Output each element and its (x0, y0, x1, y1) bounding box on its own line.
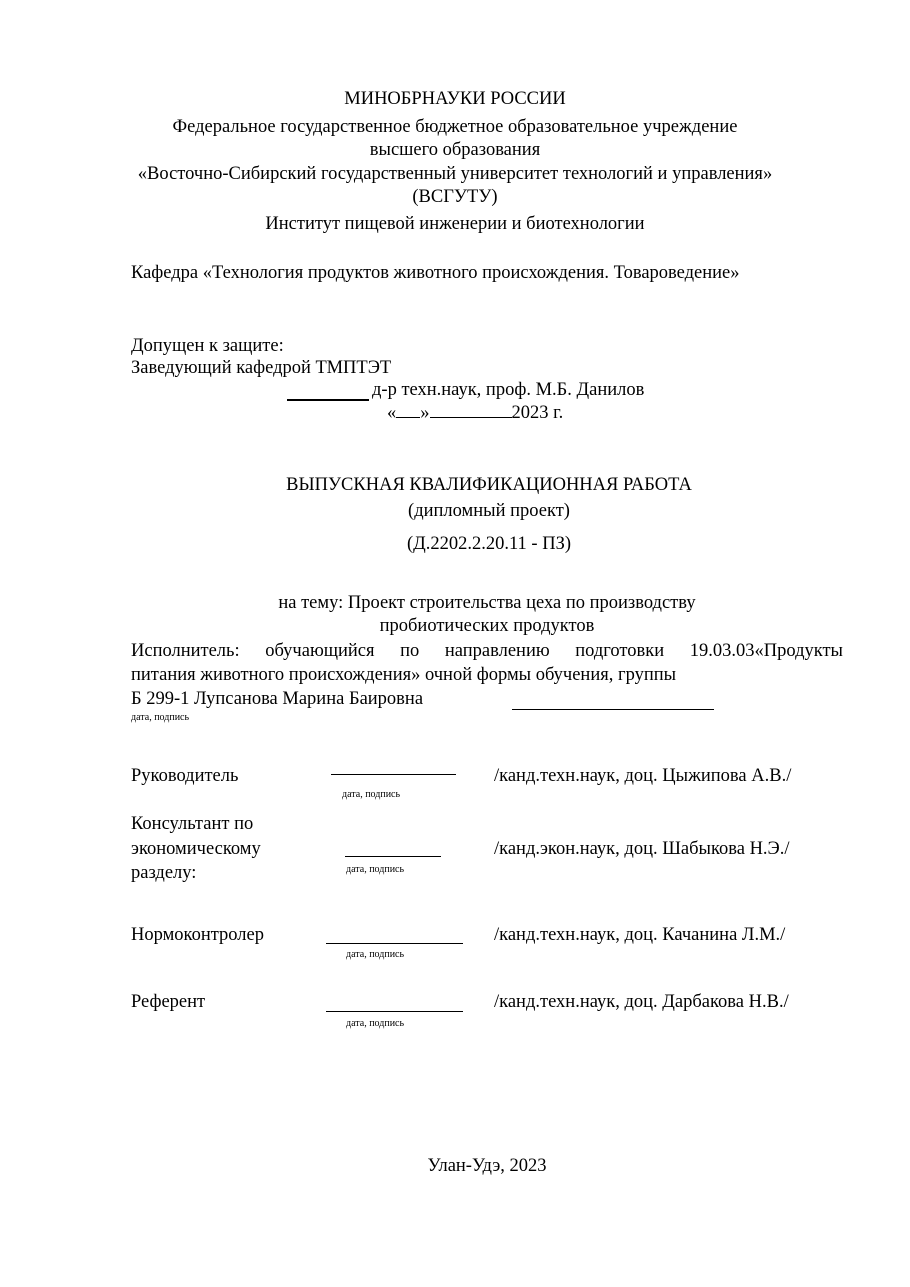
date-day-blank (396, 401, 420, 418)
university-abbreviation: (ВСГУТУ) (412, 187, 498, 207)
referent-role: Референт (131, 992, 206, 1012)
executor-line-3: Б 299-1 Лупсанова Марина Баировна (131, 689, 424, 709)
supervisor-signature-caption: дата, подпись (342, 789, 401, 800)
executor-signature-caption: дата, подпись (131, 712, 190, 723)
date-year: 2023 г. (511, 403, 564, 423)
normcontroller-name: /канд.техн.наук, доц. Качанина Л.М./ (494, 925, 786, 945)
consultant-role-line-3: разделу: (131, 863, 197, 883)
topic-line-2: пробиотических продуктов (379, 616, 595, 636)
date-quote-close: » (420, 403, 430, 423)
city-and-year: Улан-Удэ, 2023 (427, 1156, 547, 1176)
date-month-blank (430, 401, 512, 418)
referent-signature-caption: дата, подпись (346, 1018, 405, 1029)
normcontroller-signature-caption: дата, подпись (346, 949, 405, 960)
supervisor-name: /канд.техн.наук, доц. Цыжипова А.В./ (494, 766, 792, 786)
executor-line-2: питания животного происхождения» очной формы обучения, группы (131, 665, 677, 685)
head-of-department-title: Заведующий кафедрой ТМПТЭТ (131, 358, 392, 378)
executor-line-1: Исполнитель: обучающийся по направлению подготовки 19.03.03«Продукты (131, 641, 843, 661)
normcontroller-signature-line (326, 943, 463, 944)
consultant-role-line-1: Консультант по (131, 814, 254, 834)
work-title: ВЫПУСКНАЯ КВАЛИФИКАЦИОННАЯ РАБОТА (286, 475, 692, 495)
work-code: (Д.2202.2.20.11 - ПЗ) (406, 534, 572, 554)
consultant-role-line-2: экономическому (131, 839, 261, 859)
work-subtitle: (дипломный проект) (408, 501, 570, 521)
consultant-signature-caption: дата, подпись (346, 864, 405, 875)
head-of-department-name: д-р техн.наук, проф. М.Б. Данилов (372, 380, 645, 400)
topic-line-1: на тему: Проект строительства цеха по производству (278, 593, 696, 613)
department-name: Кафедра «Технология продуктов животного происхождения. Товароведение» (131, 263, 740, 283)
date-quote-open: « (387, 403, 397, 423)
normcontroller-role: Нормоконтролер (131, 925, 264, 945)
head-signature-line (287, 399, 369, 401)
referent-name: /канд.техн.наук, доц. Дарбакова Н.В./ (494, 992, 789, 1012)
organization-line-2: высшего образования (369, 140, 541, 160)
ministry-name: МИНОБРНАУКИ РОССИИ (344, 89, 566, 109)
consultant-name: /канд.экон.наук, доц. Шабыкова Н.Э./ (494, 839, 790, 859)
supervisor-signature-line (331, 774, 456, 775)
referent-signature-line (326, 1011, 463, 1012)
organization-line-1: Федеральное государственное бюджетное образовательное учреждение (172, 117, 738, 137)
supervisor-role: Руководитель (131, 766, 239, 786)
approval-date (387, 401, 563, 424)
consultant-signature-line (345, 856, 441, 857)
institute-name: Институт пищевой инженерии и биотехнологии (265, 214, 645, 234)
admitted-label: Допущен к защите: (131, 336, 284, 356)
executor-signature-line (512, 709, 714, 710)
university-name: «Восточно-Сибирский государственный университет технологий и управления» (137, 164, 773, 184)
